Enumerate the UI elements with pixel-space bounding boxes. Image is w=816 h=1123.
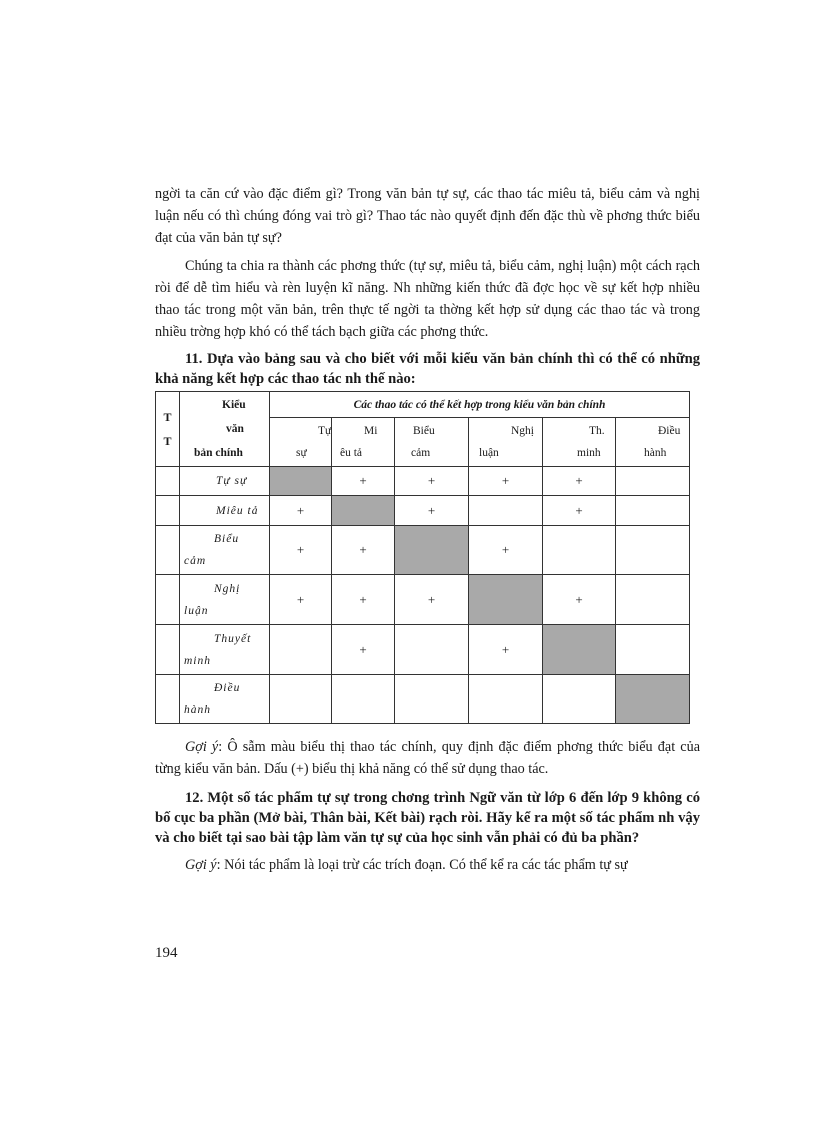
empty-cell: [469, 496, 543, 526]
row-index-cell: [156, 575, 180, 625]
empty-cell: [616, 625, 690, 675]
plus-cell: +: [543, 575, 616, 625]
row-index-cell: [156, 625, 180, 675]
row-label-line-1: Miêu tả: [216, 504, 259, 517]
plus-cell: +: [543, 496, 616, 526]
plus-cell: +: [332, 625, 395, 675]
plus-cell: +: [332, 575, 395, 625]
hint-1-label: Gợi ý: [185, 739, 219, 755]
column-header-line-1: Biểu: [413, 425, 435, 437]
row-label: [180, 675, 270, 724]
hint-1-text: : Ô sẫm màu biểu thị thao tác chính, quy định đặc điểm phơng thức biểu đạt của từng kiểu văn bản. Dấu (+) biểu thị khả năng có thể sử dụng thao tác.: [155, 739, 700, 777]
column-header: [469, 418, 543, 467]
empty-cell: [616, 496, 690, 526]
plus-cell: +: [469, 625, 543, 675]
shaded-main-cell: [270, 467, 332, 496]
column-header-line-1: Nghị: [511, 425, 534, 437]
empty-cell: [543, 526, 616, 575]
row-label: [180, 496, 270, 526]
column-header-line-2: êu tả: [340, 447, 363, 459]
page-number: 194: [155, 945, 178, 961]
row-index-cell: [156, 526, 180, 575]
row-label-line-2: hành: [184, 704, 211, 716]
plus-cell: +: [395, 467, 469, 496]
empty-cell: [270, 625, 332, 675]
shaded-main-cell: [616, 675, 690, 724]
plus-cell: +: [395, 575, 469, 625]
table-row: [156, 496, 690, 526]
empty-cell: [616, 526, 690, 575]
table-row: [156, 675, 690, 724]
plus-cell: +: [270, 496, 332, 526]
column-header: [332, 418, 395, 467]
column-header-line-2: luận: [479, 447, 499, 459]
page-content: [155, 183, 700, 882]
hint-1: [155, 736, 700, 780]
column-header: [616, 418, 690, 467]
row-index-cell: [156, 467, 180, 496]
paragraph-2: Chúng ta chia ra thành các phơng thức (tự sự, miêu tả, biểu cảm, nghị luận) một cách rạch ròi để dễ tìm hiểu và rèn luyện kĩ năng. Nh những kiến thức đã đợc học về sự kết hợp nhiều thao tác trong một văn bản, trên thực tế ngời ta thờng kết hợp sử dụng các thao tác và trong nhiều trờng hợp khó có thể tách bạch giữa các phơng thức.: [155, 258, 700, 340]
table-row: [156, 575, 690, 625]
column-header-line-1: Tự: [318, 425, 332, 437]
plus-cell: +: [332, 526, 395, 575]
row-label-line-1: Nghị: [214, 582, 241, 595]
tt-header: [156, 392, 180, 467]
operations-header: Các thao tác có thể kết hợp trong kiểu văn bản chính: [270, 392, 690, 418]
shaded-main-cell: [469, 575, 543, 625]
shaded-main-cell: [395, 526, 469, 575]
column-header-line-1: Điều: [658, 425, 681, 437]
row-label: [180, 467, 270, 496]
plus-cell: +: [270, 575, 332, 625]
column-header: [395, 418, 469, 467]
plus-cell: +: [469, 467, 543, 496]
question-12: 12. Một số tác phẩm tự sự trong chơng trình Ngữ văn từ lớp 6 đến lớp 9 không có bố cục ba phần (Mở bài, Thân bài, Kết bài) rạch ròi. Hãy kể ra một số tác phẩm nh vậy và cho biết tại sao bài tập làm văn tự sự của học sinh vẫn phải có đủ ba phần?: [155, 790, 700, 846]
empty-cell: [395, 625, 469, 675]
plus-cell: +: [332, 467, 395, 496]
tt-label-2: T: [163, 434, 172, 448]
table-row: [156, 467, 690, 496]
plus-cell: +: [543, 467, 616, 496]
combination-table: [155, 391, 690, 724]
row-label-line-1: Thuyết: [214, 632, 252, 645]
row-index-cell: [156, 675, 180, 724]
row-label: [180, 625, 270, 675]
question-11: 11. Dựa vào bảng sau và cho biết với mỗi kiểu văn bản chính thì có thể có những khả năng kết hợp các thao tác nh thế nào:: [155, 351, 700, 387]
plus-cell: +: [270, 526, 332, 575]
column-header-line-2: minh: [577, 447, 601, 459]
column-header-line-1: Th.: [589, 425, 605, 437]
tt-label-1: T: [163, 410, 172, 424]
hint-2-label: Gợi ý: [185, 857, 217, 873]
column-header: [270, 418, 332, 467]
empty-cell: [395, 675, 469, 724]
column-header-line-2: hành: [644, 447, 667, 459]
column-header-line-2: cảm: [411, 447, 431, 459]
empty-cell: [332, 675, 395, 724]
row-label-line-2: luận: [184, 604, 209, 617]
empty-cell: [270, 675, 332, 724]
row-label-line-1: Biểu: [214, 533, 240, 545]
row-label: [180, 575, 270, 625]
row-label-line-1: Tự sự: [216, 475, 248, 487]
table-row: [156, 526, 690, 575]
type-header-line-3: bản chính: [194, 447, 243, 459]
row-label: [180, 526, 270, 575]
hint-2: [155, 854, 700, 876]
empty-cell: [543, 675, 616, 724]
hint-2-text: : Nói tác phẩm là loại trừ các trích đoạn. Có thể kể ra các tác phẩm tự sự: [216, 857, 628, 873]
empty-cell: [616, 575, 690, 625]
row-label-line-1: Điều: [214, 682, 241, 694]
row-label-line-2: minh: [184, 654, 211, 667]
column-header-line-2: sự: [296, 447, 307, 459]
table-row: [156, 625, 690, 675]
row-index-cell: [156, 496, 180, 526]
empty-cell: [469, 675, 543, 724]
shaded-main-cell: [543, 625, 616, 675]
type-header: [180, 392, 270, 467]
empty-cell: [616, 467, 690, 496]
column-header: [543, 418, 616, 467]
column-header-line-1: Mi: [364, 425, 378, 437]
row-label-line-2: cảm: [184, 555, 207, 567]
type-header-line-1: Kiểu: [222, 399, 246, 411]
type-header-line-2: văn: [226, 423, 244, 435]
plus-cell: +: [395, 496, 469, 526]
shaded-main-cell: [332, 496, 395, 526]
paragraph-1: ngời ta căn cứ vào đặc điểm gì? Trong văn bản tự sự, các thao tác miêu tả, biểu cảm và nghị luận nếu có thì chúng đóng vai trò gì? Thao tác nào quyết định đến đặc thù về phơng thức biểu đạt của văn bản tự sự?: [155, 186, 700, 246]
plus-cell: +: [469, 526, 543, 575]
